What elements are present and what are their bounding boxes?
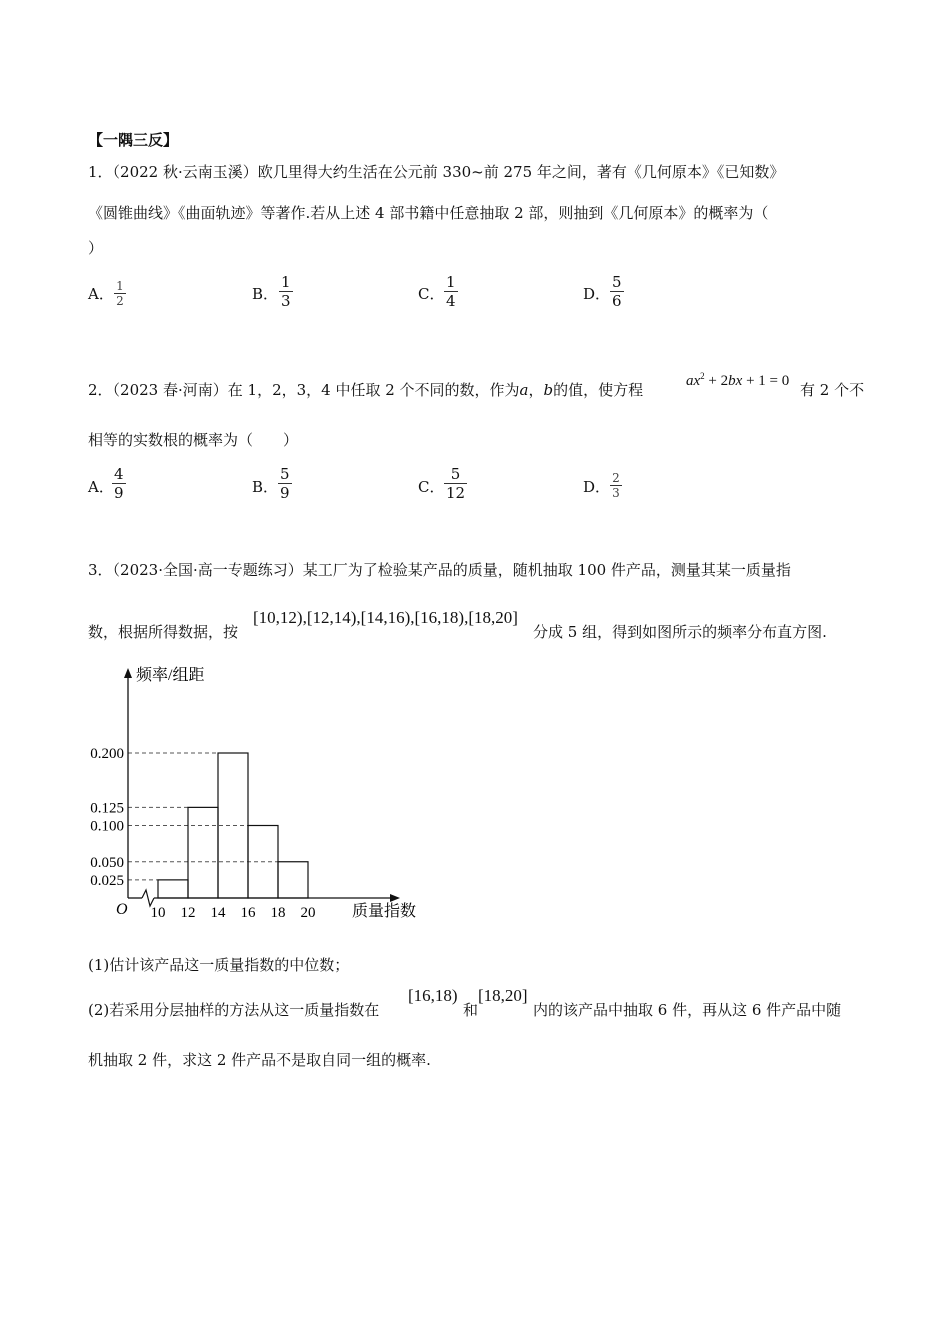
y-axis-label: 频率/组距 bbox=[136, 667, 205, 684]
histogram-bar bbox=[158, 880, 188, 898]
q1-line1: 1．（2022 秋·云南玉溪）欧几里得大约生活在公元前 330~前 275 年之间，著有《几何原本》《已知数》 bbox=[88, 163, 785, 181]
q3-line2-start: 数，根据所得数据，按 bbox=[88, 623, 239, 641]
interval: [10,12) bbox=[253, 608, 303, 627]
q3-intervals: [10,12),[12,14),[14,16),[16,18),[18,20] bbox=[253, 608, 518, 627]
histogram-bar bbox=[278, 862, 308, 898]
x-tick-label: 12 bbox=[180, 905, 196, 921]
frequency-histogram bbox=[70, 658, 450, 928]
q3-line1: 3．（2023·全国·高一专题练习）某工厂为了检验某产品的质量，随机抽取 100 件产品，测量其某一质量指 bbox=[88, 561, 791, 579]
y-tick-label: 0.100 bbox=[90, 818, 124, 835]
histogram-marks bbox=[90, 668, 400, 921]
fraction: 1 2 bbox=[114, 279, 126, 308]
x-tick-label: 16 bbox=[240, 905, 256, 921]
y-tick-label: 0.025 bbox=[90, 872, 124, 889]
interval-16-18: [16,18) bbox=[408, 986, 458, 1005]
q3-sub2-line2: 机抽取 2 件，求这 2 件产品不是取自同一组的概率. bbox=[88, 1051, 431, 1069]
x-axis-arrow bbox=[390, 894, 400, 902]
y-tick-label: 0.050 bbox=[90, 854, 124, 871]
q2-line2: 相等的实数根的概率为（ ） bbox=[88, 431, 299, 449]
section-title: 【一隅三反】 bbox=[88, 131, 179, 149]
q3-sub2-start: (2)若采用分层抽样的方法从这一质量指数在 bbox=[88, 1001, 380, 1019]
fraction: 2 3 bbox=[610, 471, 622, 500]
interval-18-20: [18,20] bbox=[478, 986, 528, 1005]
fraction: 5 12 bbox=[446, 465, 466, 502]
document-page: 【一隅三反】 1．（2022 秋·云南玉溪）欧几里得大约生活在公元前 330~前 275 年之间，著有《几何原本》《已知数》 《圆锥曲线》《曲面轨迹》等著作.若从上述 4 部书籍中任意抽取 2 部，则抽到《几何原本》的概率为（ ） A． 1 2 B． 1 3 C． 1 4 D． 5 6 2．（2023 春·河南）在 1，2，3，4 中任取 2 个不同的数，作为a，b的值，使方程 $ax^2 + 2bx + 1 = 0$ 有 2 个不 相等的实数根的概率为（ ） A． 4 9 B． 5 9 C． 5 12 D． 2 3 3．（2023·全国·高一专题练习）某工厂为了检验某产品的质量，随机抽取 100 件产品，测量其某一质量指 数，根据所得数据，按 [10,12),[12,14),[14,16),[16,18),[18,20] 分成 5 组，得到如图所示的频率分布直方图. 频率/组距 质量指数 O 0.025 0.050 0.100 0.125 0.200 10 12 14 16 18 20 (1)估计该产品这一质量指数的中位数； (2)若采用分层抽样的方法从这一质量指数在 [16,18) 和 [18,20] 内的该产品中抽取 6 件，再从这 6 件产品中随 机抽取 2 件，求这 2 件产品不是取自同一组的概率. bbox=[0, 0, 950, 1344]
interval: [16,18) bbox=[414, 608, 465, 627]
x-tick-label: 10 bbox=[150, 905, 166, 921]
fraction: 5 9 bbox=[280, 465, 290, 502]
q2-line1: 2．（2023 春·河南）在 1，2，3，4 中任取 2 个不同的数，作为a，b的值，使方程 bbox=[88, 381, 644, 399]
q2-equation: $ax^2 + 2bx + 1 = 0$ bbox=[686, 371, 790, 389]
y-tick-label: 0.125 bbox=[90, 800, 124, 817]
q3-sub2-mid: 和 bbox=[463, 1001, 479, 1019]
interval: [18,20] bbox=[468, 608, 518, 627]
q1-line2: 《圆锥曲线》《曲面轨迹》等著作.若从上述 4 部书籍中任意抽取 2 部，则抽到《几何原本》的概率为（ bbox=[88, 204, 769, 222]
axis-break bbox=[142, 890, 154, 906]
q1-line3: ） bbox=[88, 239, 104, 257]
interval: [14,16) bbox=[360, 608, 411, 627]
fraction: 1 4 bbox=[446, 273, 456, 310]
q3-sub2-end: 内的该产品中抽取 6 件，再从这 6 件产品中随 bbox=[533, 1001, 842, 1019]
origin-label: O bbox=[116, 901, 128, 918]
q3-sub1: (1)估计该产品这一质量指数的中位数； bbox=[88, 956, 350, 974]
histogram-bar bbox=[188, 807, 218, 898]
fraction: 1 3 bbox=[281, 273, 291, 310]
x-tick-label: 14 bbox=[210, 905, 226, 921]
x-axis-label: 质量指数 bbox=[352, 903, 417, 920]
y-axis-arrow bbox=[124, 668, 132, 678]
x-tick-label: 18 bbox=[270, 905, 286, 921]
fraction: 4 9 bbox=[114, 465, 124, 502]
q3-line2-end: 分成 5 组，得到如图所示的频率分布直方图. bbox=[533, 623, 827, 641]
interval: [12,14) bbox=[306, 608, 357, 627]
x-tick-label: 20 bbox=[300, 905, 316, 921]
y-tick-label: 0.200 bbox=[90, 746, 124, 762]
q2-line1-end: 有 2 个不 bbox=[800, 381, 865, 399]
fraction: 5 6 bbox=[612, 273, 622, 310]
